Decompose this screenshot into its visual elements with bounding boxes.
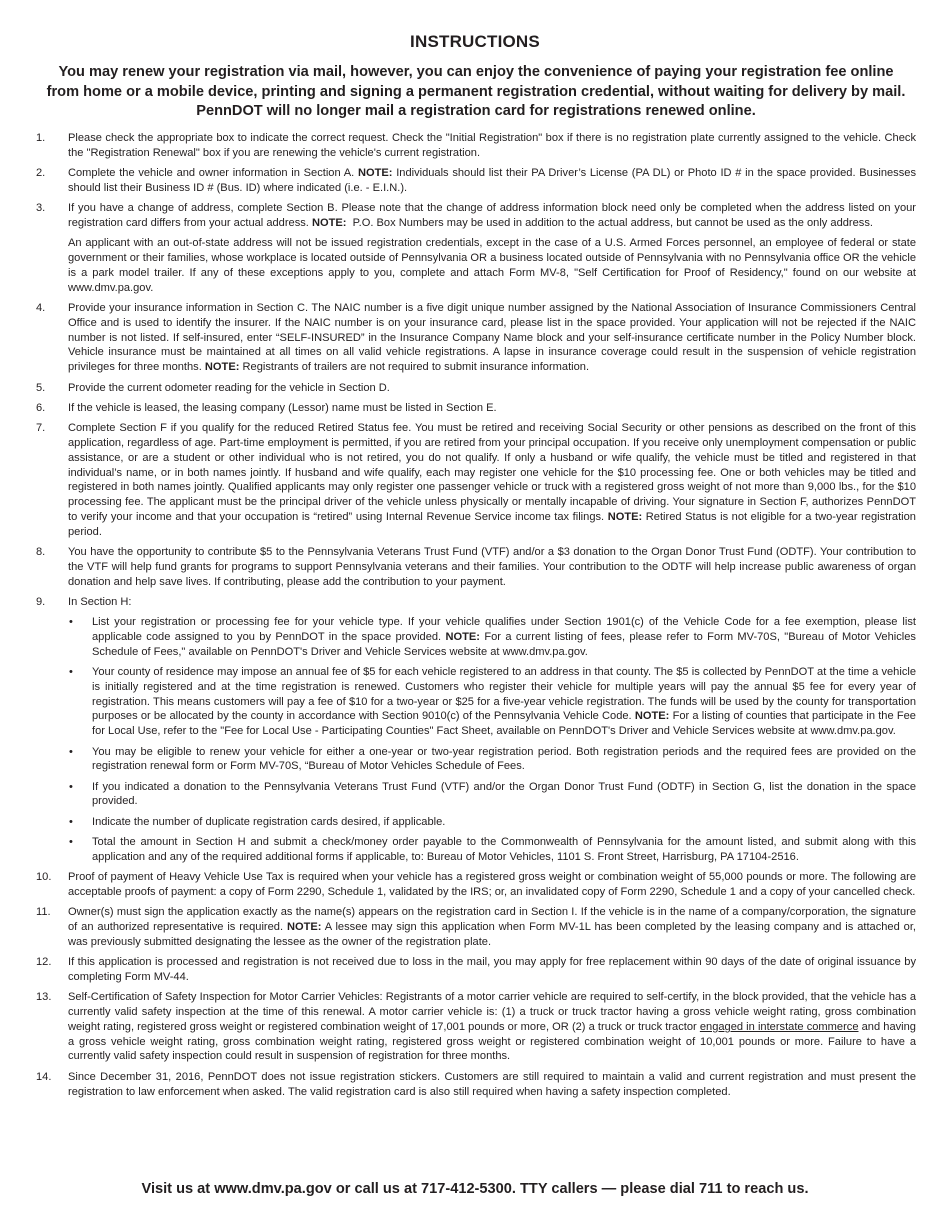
item-text (68, 166, 916, 196)
page-title: INSTRUCTIONS (410, 32, 540, 51)
intro-paragraph: You may renew your registration via mail, however, you can enjoy the convenience of paying your registration fee online from home or a mobile device, printing and signing a permanent registration credential, without waiting for delivery by mail. PennDOT will no longer mail a registration card for registrations renewed online. (46, 64, 906, 119)
list-item-5 (36, 381, 916, 396)
text-segment: Owner(s) must sign the application exactly as the name(s) appears on the registration card in Section I. If the vehicle is in the name of a company/corporation, the signature of an authorized representative is required. (68, 906, 916, 934)
item-text (68, 201, 916, 231)
bullet-icon: • (69, 745, 73, 758)
item-text: Since December 31, 2016, PennDOT does not issue registration stickers. Customers are still required to maintain a valid and current registration and must present the registration to law enforcement when asked. The valid registration card is also still required when having a safety inspection completed. (68, 1070, 916, 1098)
sub-item-donation (68, 780, 916, 810)
item-number: 7. (36, 422, 46, 435)
text-segment: Individuals should list their PA Driver’s License (PA DL) or Photo ID # in the space provided. Businesses should list their Business ID # (Bus. ID) where indicated (i.e. - E.I.N.). (68, 167, 916, 194)
sub-item-text (92, 665, 916, 739)
bullet-icon: • (69, 815, 73, 828)
instructions-list (36, 131, 916, 1105)
sub-item-text: Total the amount in Section H and submit a check/money order payable to the Commonwealth of Pennsylvania for the amount listed, and submit along with this application and any of the required additional forms if applicable, to: Bureau of Motor Vehicles, 1101 S. Front Street, Harrisburg, PA 17104-2516. (92, 836, 916, 863)
note-label: NOTE: (204, 361, 240, 374)
item-text (68, 421, 916, 539)
text-segment: For a listing of counties that participate in the Fee for Local Use, refer to the "Fee for Local Use - Participating Counties" Fact Sheet, available on PennDOT's Driver and Vehicle Services website at www.dmv.pa.gov. (92, 710, 916, 738)
bullet-icon: • (69, 836, 73, 849)
item-number: 13. (36, 991, 52, 1004)
text-segment: If you have a change of address, complete Section B. Please note that the change of address information block need only be completed when the address listed on your registration card differs from your actual address. (68, 202, 916, 229)
sub-item-county-fee (68, 665, 916, 739)
note-label: NOTE: (286, 921, 322, 934)
sub-item-text: Indicate the number of duplicate registration cards desired, if applicable. (92, 815, 446, 828)
text-segment: Complete Section F if you qualify for the reduced Retired Status fee. You must be retired and receiving Social Security or other pensions as described on the front of this application, regardless of age. Part-time employment is permitted, if you are retired from your principal occupation. If you receive only unemployment compensation or public assistance, or are a student or other individual who is not retired, you do not qualify. If only a husband or wife qualify, the vehicle must be titled and registered in that individual’s name, or in both names jointly. If husband and wife qualify, each may register one vehicle for the $10 processing fee. One or both vehicles may be titled and registered in both names jointly. Qualified applicants may only register one passenger vehicle or truck with a registered gross weight of not more than 9,000 lbs., for the $10 processing fee. The applicant must be the principal driver of the vehicle unless physically or mentally incapable of driving. Your signature in Section F, authorizes PennDOT to verify your income and that your occupation is “retired” using Internal Revenue Service income tax filings. (68, 422, 916, 523)
item-text (68, 301, 916, 375)
sub-item-text (92, 615, 916, 659)
item-number: 5. (36, 381, 46, 394)
item-number: 1. (36, 132, 46, 144)
bullet-icon: • (69, 780, 73, 793)
item-text (68, 905, 916, 949)
item-number: 6. (36, 401, 46, 414)
text-segment: Provide your insurance information in Section C. The NAIC number is a five digit unique number assigned by the National Association of Insurance Commissioners Central Office and is used to identify the insurer. If the NAIC number is on your insurance card, please list in the space provided. Your application will not be rejected if the NAIC number is not listed. If self-insured, enter “SELF-INSURED” in the Insurance Company Name block and your self-insurance certificate number in the Policy Number block. Vehicle insurance must be maintained at all times on all valid vehicle registrations. A lapse in insurance coverage could result in the suspension of vehicle registration privileges for three months. (68, 302, 916, 374)
item-number: 11. (36, 906, 51, 919)
item-text (68, 990, 916, 1064)
note-label: NOTE: (311, 216, 347, 229)
item-number: 14. (36, 1070, 52, 1083)
item-number: 10. (36, 871, 52, 884)
text-segment: Self-Certification of Safety Inspection for Motor Carrier Vehicles: Registrants of a motor carrier vehicle are required to self-certify, in the block provided, that the vehicle has a currently valid safety inspection at the time of this renewal. A motor carrier vehicle is: (1) a truck or truck tractor having a gross vehicle weight rating, gross combination weight rating, registered gross weight or registered combination weight of 17,001 pounds or more, OR (2) a truck or truck tractor (68, 991, 916, 1033)
sub-item-duplicates (68, 815, 916, 830)
item-number: 9. (36, 595, 46, 608)
bullet-icon: • (69, 666, 73, 679)
footer-contact: Visit us at www.dmv.pa.gov or call us at 717-412-5300. TTY callers — please dial 711 to reach us. (141, 1181, 809, 1197)
item-text: Please check the appropriate box to indicate the correct request. Check the "Initial Registration" box if there is no registration plate currently assigned to the vehicle. Check the "Registration Renewal" box if you are renewing the vehicle's current registration. (68, 132, 916, 159)
item-text-continued: An applicant with an out-of-state address will not be issued registration credentials, except in the case of a U.S. Armed Forces personnel, an employee of federal or state government or their families, whose workplace is located outside of Pennsylvania OR a business located outside of Pennsylvania with no Pennsylvania office OR the vehicle is a park model trailer. If any of these exceptions apply to you, complete and attach Form MV-8, "Self Certification for Proof of Residency," found on our website at www.dmv.pa.gov. (68, 237, 916, 294)
list-item-2 (36, 166, 916, 196)
list-item-13 (36, 990, 916, 1064)
text-segment: Retired Status is not eligible for a two-year registration period. (68, 510, 916, 538)
sub-item-text: If you indicated a donation to the Pennsylvania Veterans Trust Fund (VTF) and/or the Organ Donor Trust Fund (ODTF) in Section G, list the donation in the space provided. (92, 780, 916, 808)
sub-item-fees (68, 615, 916, 659)
list-item-6 (36, 401, 916, 416)
list-item-12 (36, 955, 916, 985)
list-item-11 (36, 905, 916, 949)
item-text: You have the opportunity to contribute $5 to the Pennsylvania Veterans Trust Fund (VTF) and/or a $3 donation to the Organ Donor Trust Fund (ODTF). Your contribution to the VTF will help fund grants for programs to support Pennsylvania veterans and their families. Your contribution to the ODTF will help increase public awareness of organ donation and help save lives. If contributing, please add the contribution to your payment. (68, 546, 916, 588)
text-segment: Complete the vehicle and owner information in Section A. (68, 167, 355, 180)
note-label: NOTE: (445, 631, 480, 643)
item-text: If this application is processed and registration is not received due to loss in the mail, you may apply for free replacement within 90 days of the date of original issuance by completing Form MV-44. (68, 956, 916, 983)
item-text: Proof of payment of Heavy Vehicle Use Tax is required when your vehicle has a registered gross weight or combination weight of 55,000 pounds or more. The following are acceptable proofs of payment: a copy of Form 2290, Schedule 1, validated by the IRS; or, an invalidated copy of Form 2290, Schedule 1 and a copy of your cancelled check. (68, 871, 916, 898)
list-item-10 (36, 870, 916, 900)
list-item-14 (36, 1070, 916, 1100)
list-item-7 (36, 421, 916, 539)
item-text: Provide the current odometer reading for the vehicle in Section D. (68, 381, 390, 394)
text-segment: Your county of residence may impose an annual fee of $5 for each vehicle registered to an address in that county. The $5 is collected by PennDOT at the time a vehicle is initially registered and at the time registration is renewed. Customers who register their vehicle for multiple years will pay the annual $5 fee for every year of registration. This means customers will pay a fee of $10 for a two-year or $25 for a five-year vehicle registration. The funds will be used by the county for transportation purposes or be allocated by the county in accordance with Section 9010(c) of the Pennsylvania Vehicle Code. (92, 666, 916, 723)
note-label: NOTE: (607, 510, 643, 523)
text-segment: P.O. Box Numbers may be used in addition to the actual address, but cannot be used as the only address. (352, 216, 873, 229)
list-item-1 (36, 131, 916, 161)
item-text: In Section H: (68, 595, 132, 608)
sub-item-text: You may be eligible to renew your vehicle for either a one-year or two-year registration period. Both registration periods and the required fees are provided on the registration renewal form or Form MV-70S, “Bureau of Motor Vehicles Schedule of Fees. (92, 745, 916, 773)
sub-item-registration-period (68, 745, 916, 775)
note-label: NOTE: (357, 167, 393, 180)
note-label: NOTE: (634, 710, 670, 723)
item-number: 2. (36, 167, 46, 180)
underlined-text: engaged in interstate commerce (699, 1020, 859, 1033)
text-segment: and having a gross vehicle weight rating, gross combination weight rating, registered gross weight or registered combination weight of 10,001 pounds or more. Failure to have a currently valid safety inspection could result in suspension of registration for three months. (68, 1020, 916, 1063)
sub-item-total (68, 835, 916, 865)
item-number: 3. (36, 202, 46, 215)
item-number: 8. (36, 546, 46, 559)
text-segment: A lessee may sign this application when Form MV-1L has been completed by the leasing company and is attached or, was previously submitted designating the lessee as the owner of the registration plate. (68, 921, 916, 948)
list-item-8 (36, 545, 916, 589)
text-segment: Registrants of trailers are not required to submit insurance information. (242, 361, 590, 374)
bullet-icon: • (69, 616, 73, 629)
item-number: 4. (36, 302, 46, 315)
list-item-3 (36, 201, 916, 295)
list-item-4 (36, 301, 916, 375)
text-segment: For a current listing of fees, please refer to Form MV-70S, "Bureau of Motor Vehicles Schedule of Fees," available on PennDOT's Driver and Vehicle Services website at www.dmv.pa.gov. (92, 631, 916, 658)
text-segment: List your registration or processing fee for your vehicle type. If your vehicle qualifies under Section 1901(c) of the Vehicle Code for a fee exemption, please list applicable code assigned to you by PennDOT in the space provided. (92, 616, 916, 643)
list-item-9 (36, 595, 916, 865)
item-text: If the vehicle is leased, the leasing company (Lessor) name must be listed in Section E. (68, 401, 497, 414)
item-number: 12. (36, 956, 52, 969)
